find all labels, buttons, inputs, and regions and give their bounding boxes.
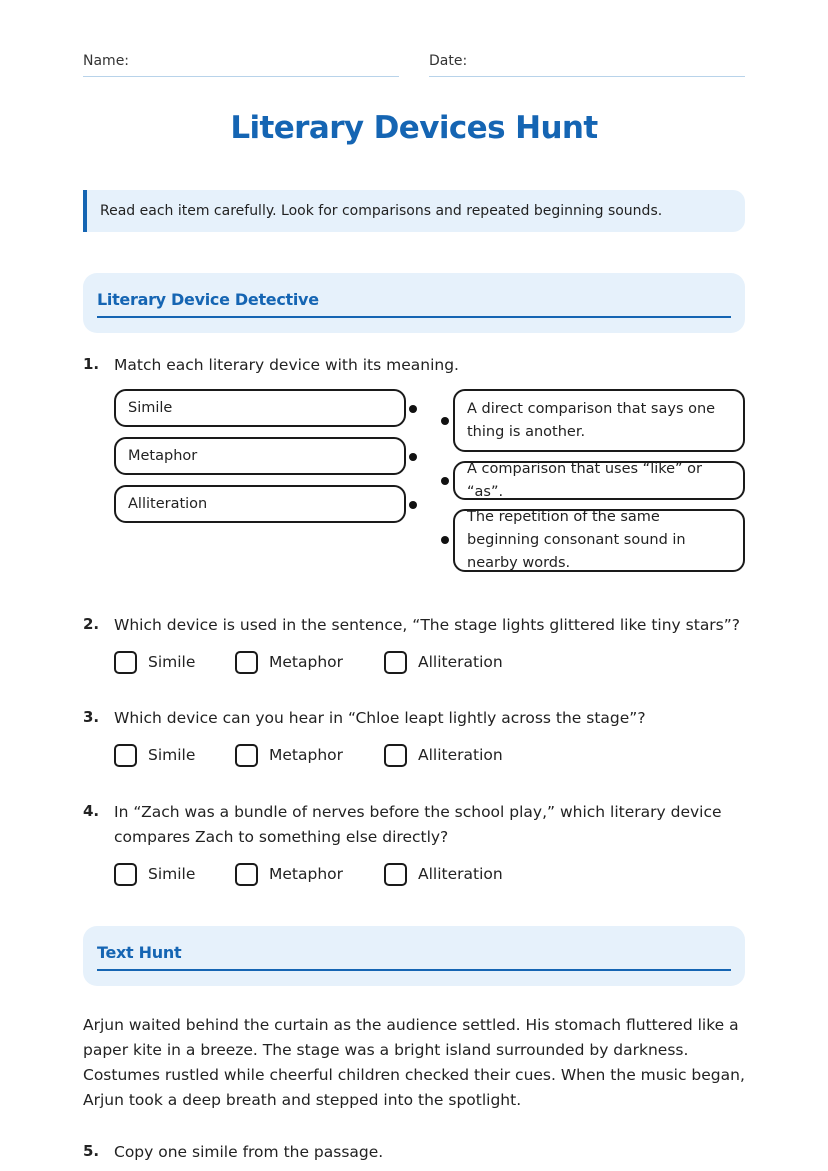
section-heading: Literary Device Detective bbox=[97, 288, 731, 318]
checkbox[interactable] bbox=[384, 863, 407, 886]
option-label: Simile bbox=[148, 865, 196, 883]
reading-passage: Arjun waited behind the curtain as the audience settled. His stomach fluttered like a paper kite in a breeze. The stage was a bright island surrounded by darkness. Costumes rustled while cheerful children checked their cues. When the music began, Arjun took a deep breath and stepped into the spotlight. bbox=[83, 1016, 745, 1109]
name-field[interactable] bbox=[83, 52, 399, 77]
question-number: 4. bbox=[83, 802, 100, 820]
checkbox[interactable] bbox=[235, 863, 258, 886]
option-simile[interactable] bbox=[114, 861, 195, 887]
match-dot[interactable] bbox=[441, 536, 449, 544]
date-label: Date: bbox=[429, 53, 468, 69]
option-metaphor[interactable] bbox=[235, 861, 343, 887]
option-label: Alliteration bbox=[418, 865, 503, 883]
option-label: Alliteration bbox=[418, 653, 503, 671]
question-text: In “Zach was a bundle of nerves before the school play,” which literary device compares Zach to something else directly? bbox=[114, 803, 722, 846]
option-metaphor[interactable] bbox=[235, 742, 343, 768]
match-dot[interactable] bbox=[409, 453, 417, 461]
checkbox[interactable] bbox=[114, 863, 137, 886]
question-text: Which device is used in the sentence, “The stage lights glittered like tiny stars”? bbox=[114, 616, 741, 634]
option-alliteration[interactable] bbox=[384, 861, 503, 887]
question-number: 2. bbox=[83, 615, 100, 633]
checkbox[interactable] bbox=[235, 744, 258, 767]
option-simile[interactable] bbox=[114, 742, 195, 768]
checkbox[interactable] bbox=[384, 651, 407, 674]
option-label: Metaphor bbox=[269, 653, 344, 671]
match-dot[interactable] bbox=[441, 417, 449, 425]
match-dot[interactable] bbox=[409, 405, 417, 413]
option-label: Simile bbox=[148, 653, 196, 671]
instructions-banner: Read each item carefully. Look for comparisons and repeated beginning sounds. bbox=[83, 190, 745, 232]
option-label: Metaphor bbox=[269, 746, 344, 764]
question-text: Copy one simile from the passage. bbox=[114, 1143, 384, 1161]
match-device-simile[interactable]: Simile bbox=[114, 389, 406, 427]
section-heading: Text Hunt bbox=[97, 941, 731, 971]
option-alliteration[interactable] bbox=[384, 649, 503, 675]
section-text-hunt bbox=[83, 926, 745, 986]
question-number: 5. bbox=[83, 1142, 100, 1160]
match-dot[interactable] bbox=[441, 477, 449, 485]
match-device-metaphor[interactable]: Metaphor bbox=[114, 437, 406, 475]
match-device-alliteration[interactable]: Alliteration bbox=[114, 485, 406, 523]
option-simile[interactable] bbox=[114, 649, 195, 675]
checkbox[interactable] bbox=[114, 651, 137, 674]
match-dot[interactable] bbox=[409, 501, 417, 509]
match-meaning-2[interactable]: A comparison that uses “like” or “as”. bbox=[453, 461, 745, 500]
question-number: 3. bbox=[83, 708, 100, 726]
question-text: Which device can you hear in “Chloe leapt lightly across the stage”? bbox=[114, 709, 646, 727]
checkbox[interactable] bbox=[235, 651, 258, 674]
option-label: Alliteration bbox=[418, 746, 503, 764]
name-label: Name: bbox=[83, 53, 130, 69]
checkbox[interactable] bbox=[384, 744, 407, 767]
question-text: Match each literary device with its meaning. bbox=[114, 356, 459, 374]
option-alliteration[interactable] bbox=[384, 742, 503, 768]
option-label: Simile bbox=[148, 746, 196, 764]
worksheet-title: Literary Devices Hunt bbox=[230, 110, 598, 146]
question-number: 1. bbox=[83, 355, 100, 373]
section-literary-device-detective bbox=[83, 273, 745, 333]
match-meaning-1[interactable]: A direct comparison that says one thing is another. bbox=[453, 389, 745, 452]
date-field[interactable] bbox=[429, 52, 745, 77]
option-label: Metaphor bbox=[269, 865, 344, 883]
option-metaphor[interactable] bbox=[235, 649, 343, 675]
checkbox[interactable] bbox=[114, 744, 137, 767]
match-meaning-3[interactable]: The repetition of the same beginning consonant sound in nearby words. bbox=[453, 509, 745, 572]
